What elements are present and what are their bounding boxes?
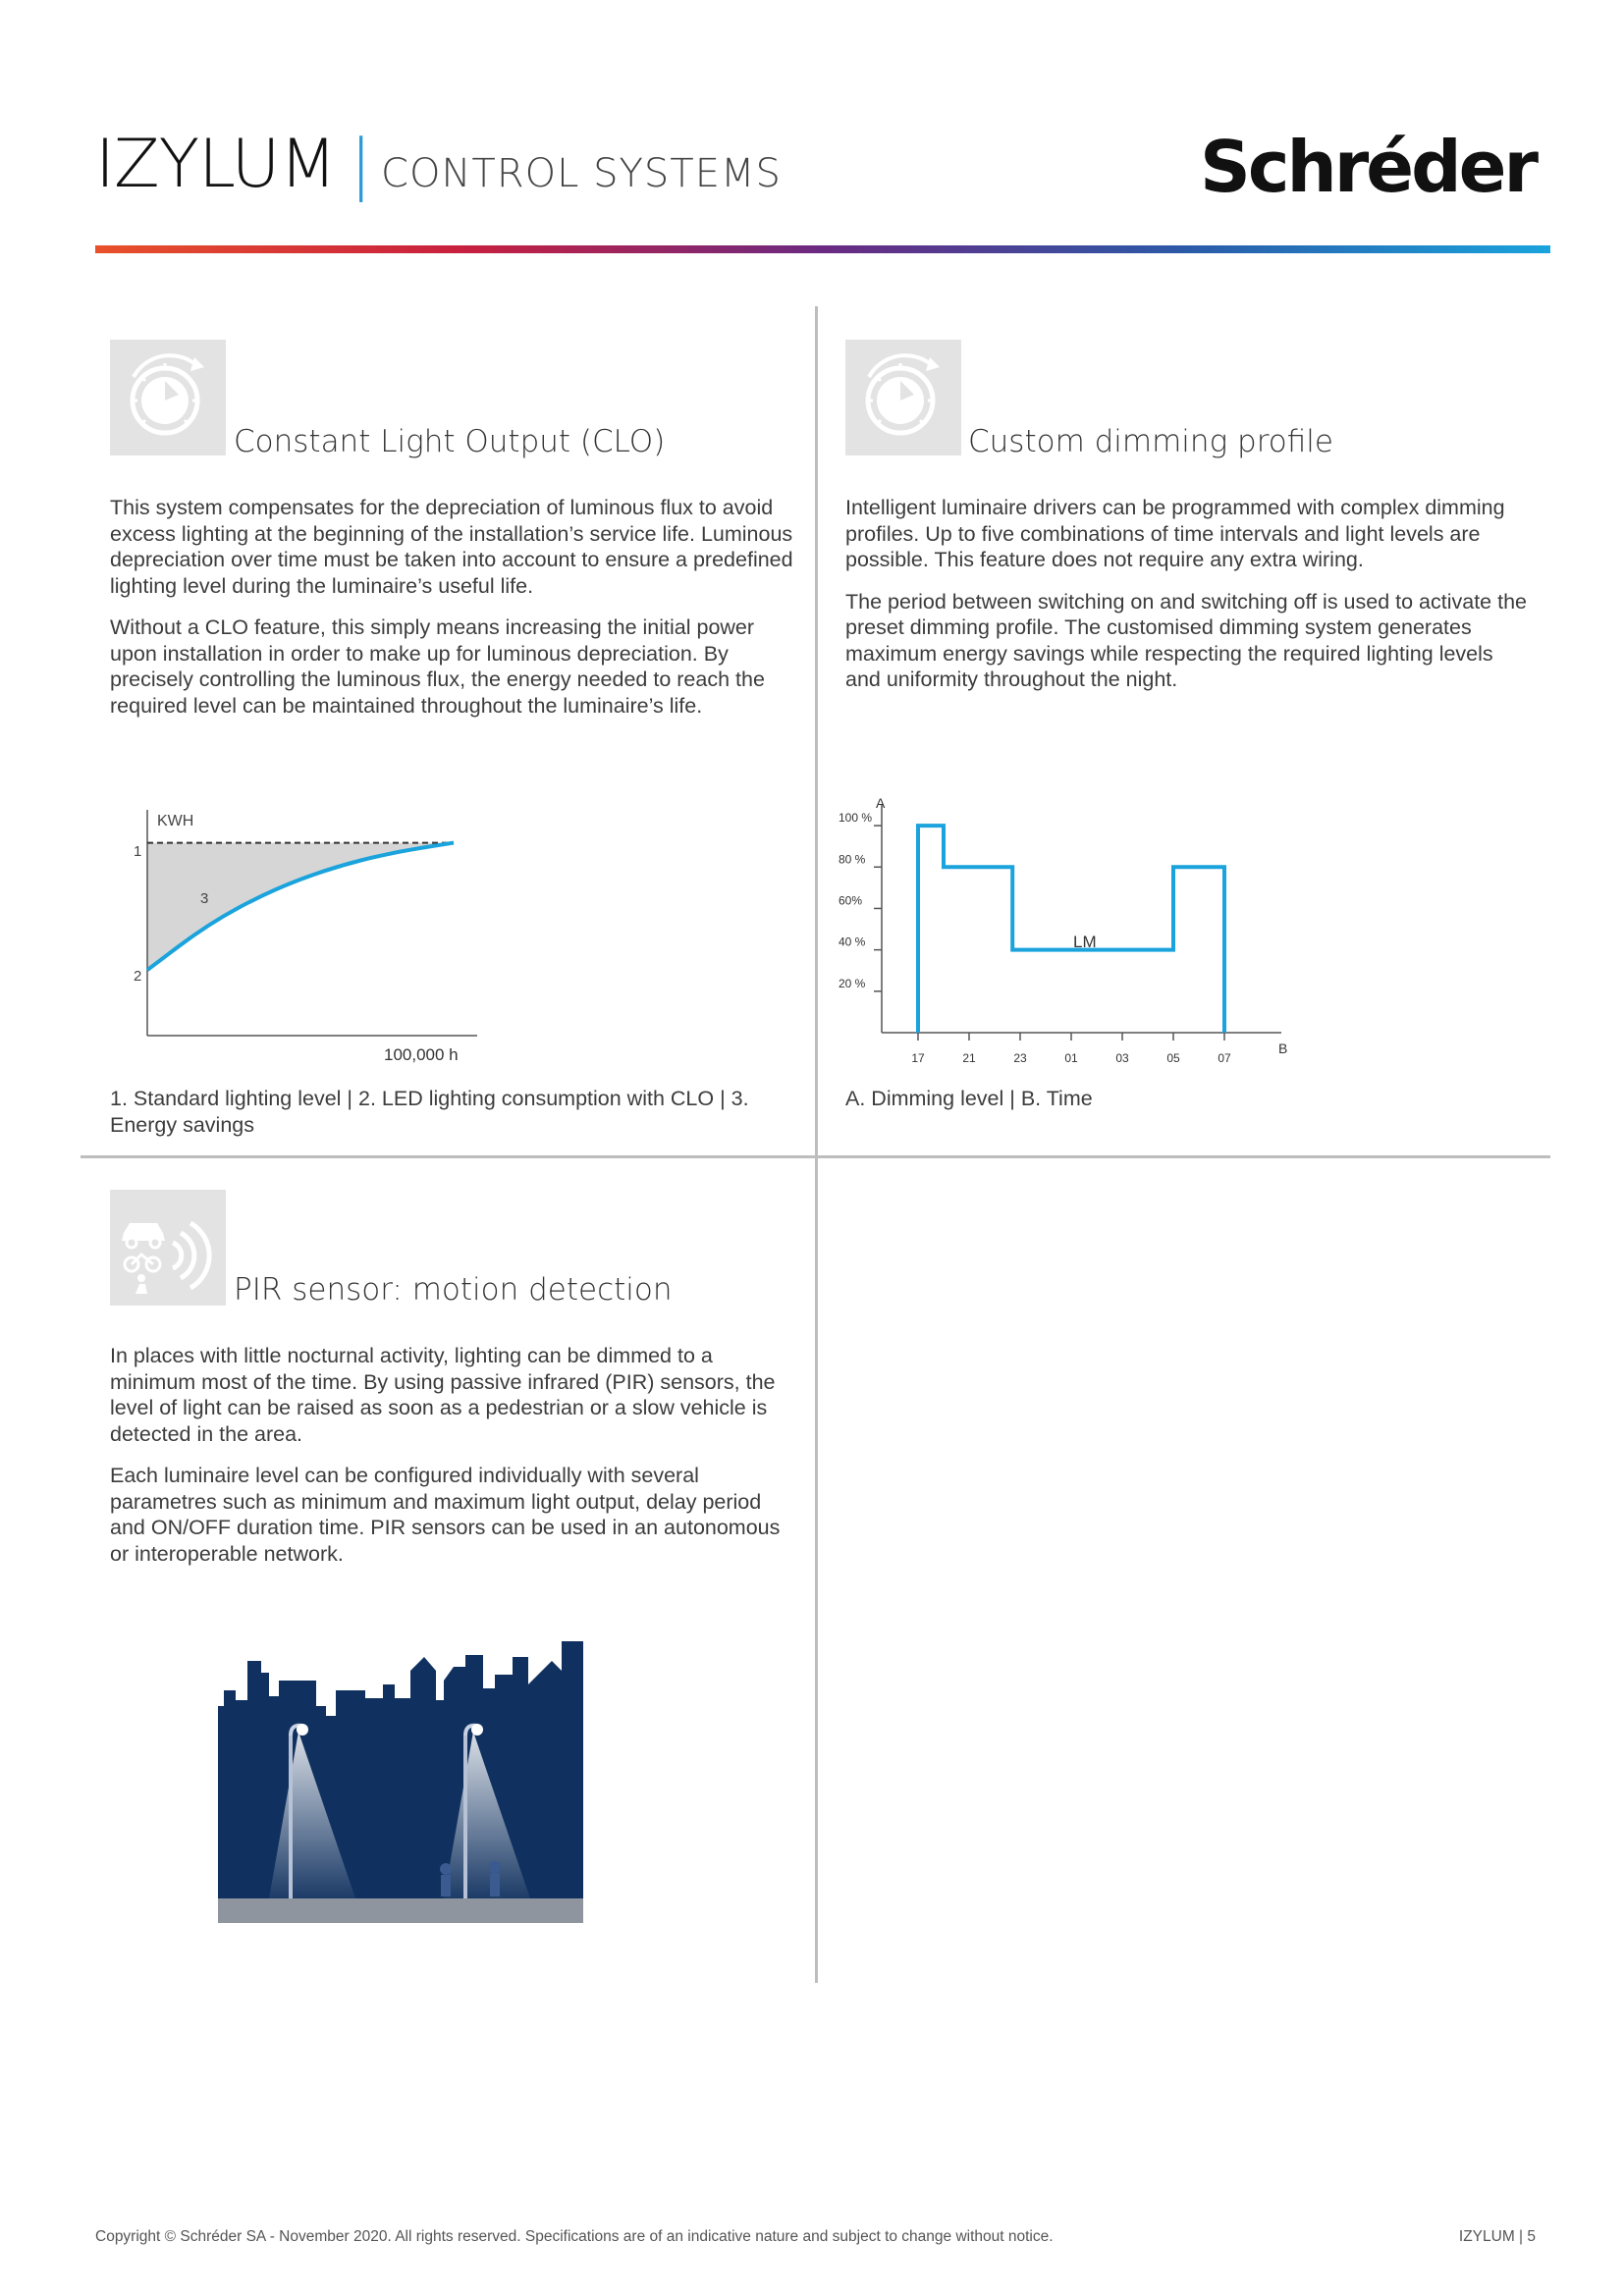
dim-xtick-label: 07 <box>1218 1051 1231 1065</box>
clo-title: Constant Light Output (CLO) <box>234 424 666 459</box>
dim-ytick-label: 20 % <box>839 976 866 990</box>
clo-chart <box>110 800 503 1070</box>
dim-xtick-label: 17 <box>911 1051 925 1065</box>
left-lamp-post <box>289 1735 293 1898</box>
pir-street-illustration <box>218 1641 583 1923</box>
dimming-chart <box>835 790 1306 1075</box>
section-name: CONTROL SYSTEMS <box>381 151 782 196</box>
dim-ytick-label: 40 % <box>839 934 866 949</box>
dim-xtick-label: 23 <box>1013 1051 1027 1065</box>
dimming-title: Custom dimming profile <box>968 424 1333 459</box>
header-gradient-bar <box>95 245 1550 253</box>
document-title <box>95 126 782 213</box>
clo-body <box>110 495 797 734</box>
pir-paragraph-2: Each luminaire level can be configured individually with several parametres such as minimum and maximum light output, delay period and ON/OFF duration time. PIR sensors can be used in an autonomous or interoperable network. <box>110 1464 781 1566</box>
dial-gauge-icon <box>110 340 226 455</box>
clo-marker-3: 3 <box>200 890 209 907</box>
clo-paragraph-2: Without a CLO feature, this simply means increasing the initial power upon installation in order to make up for luminous depreciation. By precisely controlling the luminous flux, the energy needed to reach the required level can be maintained throughout the luminaire’s life. <box>110 615 765 718</box>
footer-copyright: Copyright © Schréder SA - November 2020. All rights reserved. Specifications are of an indicative nature and subject to change without notice. <box>95 2228 1054 2245</box>
dim-xlabel: B <box>1278 1041 1288 1056</box>
left-lamp-head <box>297 1724 308 1735</box>
clo-caption: 1. Standard lighting level | 2. LED lighting consumption with CLO | 3. Energy savings <box>110 1087 749 1137</box>
title-separator: | <box>350 126 372 203</box>
column-divider <box>815 306 818 1983</box>
dim-ytick-label: 60% <box>839 893 863 908</box>
clo-marker-1: 1 <box>134 843 142 860</box>
clo-ylabel: KWH <box>157 813 194 829</box>
clo-marker-2: 2 <box>134 968 142 985</box>
dim-ytick-label: 100 % <box>839 811 873 826</box>
street-ground <box>218 1898 583 1923</box>
dim-xtick-label: 05 <box>1166 1051 1180 1065</box>
dim-ylabel: A <box>876 795 886 811</box>
footer-page-number: IZYLUM | 5 <box>1458 2228 1536 2245</box>
dimming-body <box>845 495 1533 709</box>
dimming-paragraph-1: Intelligent luminaire drivers can be programmed with complex dimming profiles. Up to five combinations of time intervals and light levels are possible. This feature does not require any extra wiring. <box>845 496 1505 571</box>
dim-xtick-label: 21 <box>962 1051 976 1065</box>
dimming-paragraph-2: The period between switching on and switching off is used to activate the preset dimming profile. The customised dimming system generates maximum energy savings while respecting the required lighting levels and uniformity throughout the night. <box>845 589 1527 691</box>
right-lamp-head <box>471 1724 483 1735</box>
dimming-profile-line <box>918 826 1224 1033</box>
clo-xlabel: 100,000 h <box>384 1045 459 1064</box>
dim-ytick-label: 80 % <box>839 852 866 867</box>
clo-paragraph-1: This system compensates for the depreciation of luminous flux to avoid excess lighting at the beginning of the installation’s service life. Luminous depreciation over time must be taken into account to ensure a predefined lighting level during the luminaire’s useful life. <box>110 496 793 598</box>
dial-gauge-icon <box>845 340 961 455</box>
dim-xtick-label: 03 <box>1115 1051 1129 1065</box>
schreder-logo: Schréder <box>1199 126 1536 208</box>
product-name: IZYLUM <box>95 126 337 203</box>
energy-savings-area <box>147 843 454 971</box>
dim-xtick-label: 01 <box>1064 1051 1078 1065</box>
pir-body <box>110 1343 797 1582</box>
row-divider <box>81 1155 1550 1158</box>
dimming-caption: A. Dimming level | B. Time <box>845 1087 1093 1110</box>
pir-paragraph-1: In places with little nocturnal activity, lighting can be dimmed to a minimum most of the time. By using passive infrared (PIR) sensors, the level of light can be raised as soon as a pedestrian or a slow vehicle is detected in the area. <box>110 1344 776 1446</box>
motion-sensor-icon <box>110 1190 226 1306</box>
dim-annotation: LM <box>1073 933 1097 951</box>
right-lamp-post <box>463 1735 467 1898</box>
pir-title: PIR sensor: motion detection <box>234 1272 673 1308</box>
